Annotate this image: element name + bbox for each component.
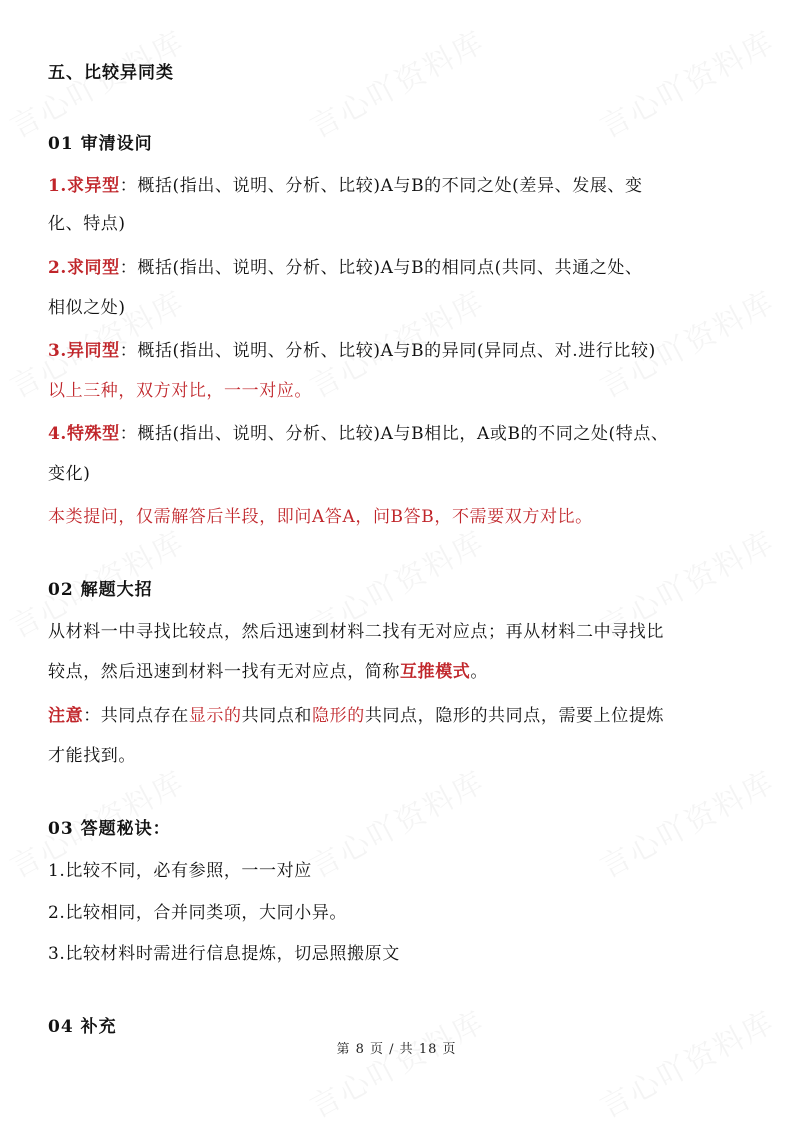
s01-item4-line1 xyxy=(48,422,669,446)
s01-item1-line2: 化、特点) xyxy=(48,214,126,234)
watermark xyxy=(591,18,781,147)
s03-item: 3.比较材料时需进行信息提炼，切忌照搬原文 xyxy=(48,944,400,964)
s01-item2-label: 2.求同型 xyxy=(48,258,120,278)
s01-item1-line1 xyxy=(48,174,643,198)
s02-note-line1 xyxy=(48,704,664,728)
s02-p1-line1: 从材料一中寻找比较点，然后迅速到材料二找有无对应点；再从材料二中寻找比 xyxy=(48,622,664,642)
s02-note-text2: 共同点和 xyxy=(241,706,313,726)
s01-item3-text: ：概括(指出、说明、分析、比较)A与B的异同(异同点、对.进行比较) xyxy=(119,341,656,361)
watermark xyxy=(301,758,491,887)
watermark xyxy=(301,998,491,1127)
s01-item4-text: ：概括(指出、说明、分析、比较)A与B相比，A或B的不同之处(特点、 xyxy=(119,424,669,444)
page-number: 第 8 页 / 共 18 页 xyxy=(336,1042,457,1057)
s02-p1-emphasis: 互推模式 xyxy=(400,662,471,682)
s02-note-text1: ：共同点存在 xyxy=(83,706,189,726)
s01-item3-label: 3.异同型 xyxy=(48,341,120,361)
s03-heading: 03 答题秘诀： xyxy=(48,819,171,839)
s01-item2-text: ：概括(指出、说明、分析、比较)A与B的相同点(共同、共通之处、 xyxy=(119,258,643,278)
s01-item1-text: ：概括(指出、说明、分析、比较)A与B的不同之处(差异、发展、变 xyxy=(119,176,643,196)
s03-item: 2.比较相同，合并同类项，大同小异。 xyxy=(48,903,348,923)
s02-heading: 02 解题大招 xyxy=(48,580,153,600)
section-title: 五、比较异同类 xyxy=(48,63,174,83)
watermark xyxy=(591,998,781,1127)
s01-item3-line1 xyxy=(48,339,656,363)
s03-item: 1.比较不同，必有参照，一一对应 xyxy=(48,861,312,881)
s01-item4-label: 4.特殊型 xyxy=(48,424,120,444)
s01-item2-line1 xyxy=(48,256,643,280)
s01-note2: 本类提问，仅需解答后半段，即问A答A，问B答B，不需要双方对比。 xyxy=(48,507,593,527)
s01-note1: 以上三种，双方对比，一一对应。 xyxy=(48,381,312,401)
s02-note-label: 注意 xyxy=(48,706,84,726)
s02-note-text3: 共同点，隐形的共同点，需要上位提炼 xyxy=(364,706,665,726)
s02-note-visible: 显示的 xyxy=(188,706,242,726)
watermark xyxy=(301,18,491,147)
s01-item1-label: 1.求异型 xyxy=(48,176,120,196)
s01-item2-line2: 相似之处) xyxy=(48,298,126,318)
s02-p1-end: 。 xyxy=(470,662,489,682)
s04-heading: 04 补充 xyxy=(48,1017,117,1037)
s01-item4-line2: 变化) xyxy=(48,464,91,484)
s02-p1-line2 xyxy=(48,660,488,684)
s02-note-line2: 才能找到。 xyxy=(48,746,136,766)
watermark xyxy=(591,758,781,887)
s02-note-hidden: 隐形的 xyxy=(312,706,365,726)
s01-heading: 01 审清设问 xyxy=(48,134,153,154)
s02-p1-text: 较点，然后迅速到材料一找有无对应点，简称 xyxy=(48,662,400,682)
